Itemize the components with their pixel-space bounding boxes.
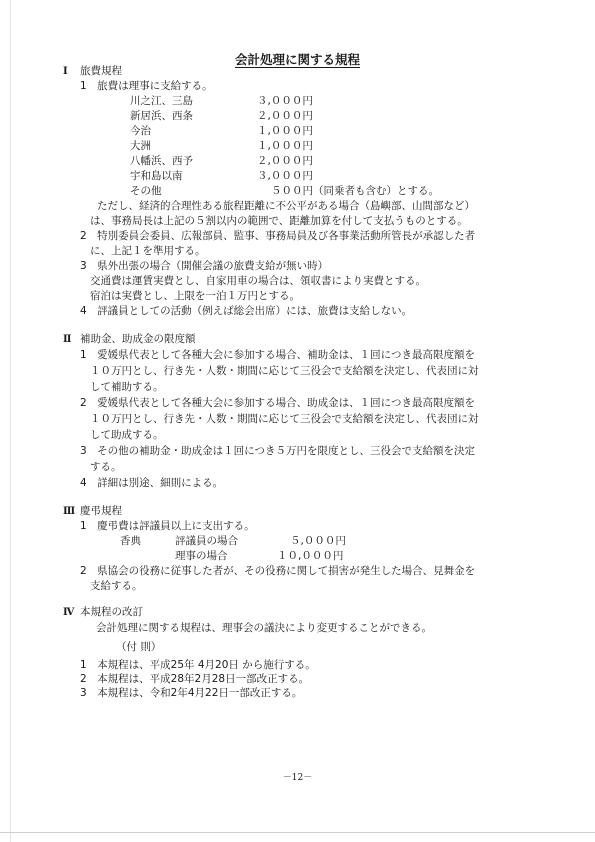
proviso-line-1: ただし、経済的合理性ある旅程距離に不公平がある場合（島嶼部、山間部など） [97,200,475,212]
page-number: －12－ [282,773,313,783]
section-2-item-1-cont: １０万円とし、行き先・人数・期間に応じて三役会で支給額を決定し、代表団に対 [90,365,479,377]
section-2-item-4: 4 詳細は別途、細則による。 [80,477,224,489]
section-2-heading: 補助金、助成金の限度額 [80,333,196,345]
section-2-item-3-cont: する。 [90,461,122,473]
supplement-line: 1 本規程は、平成25年 4月20日 から施行する。 [80,659,316,671]
condolence-case: 評議員の場合 [175,535,238,547]
fee-amount: ３,０００円 [257,95,313,107]
section-4-heading: 本規程の改訂 [80,606,143,618]
section-2-item-2: 2 愛媛県代表として各種大会に参加する場合、助成金は、１回につき最高限度額を [80,397,475,409]
section-2-item-1: 1 愛媛県代表として各種大会に参加する場合、補助金は、１回につき最高限度額を [80,349,475,361]
fee-place: 大洲 [130,140,151,152]
fee-amount: ２,０００円 [257,110,313,122]
section-1-numeral: Ⅰ [63,66,68,77]
section-3-item-1: 1 慶弔費は評議員以上に支出する。 [80,520,255,532]
section-1-item-3: 3 県外出張の場合（開催会議の旅費支給が無い時） [80,260,329,272]
supplement-line: 3 本規程は、令和2年4月22日一部改正する。 [80,687,303,699]
section-1-item-2: 2 特別委員会委員、広報部員、監事、事務局員及び各事業活動所管長が承認した者 [80,230,476,242]
scan-edge-bottom [0,832,595,833]
section-1-item-2-cont: に、上記１を準用する。 [90,245,206,257]
fee-amount: ５００円（同乗者も含む）とする。 [271,185,439,197]
section-3-heading: 慶弔規程 [80,505,122,517]
fee-place: 今治 [130,125,151,137]
fee-place: 宇和島以南 [130,170,183,182]
fee-amount: １,０００円 [257,140,313,152]
section-4-numeral: Ⅳ [63,607,75,618]
fee-amount: ３,０００円 [257,170,313,182]
condolence-case: 理事の場合 [175,550,228,562]
section-3-item-2: 2 県協会の役務に従事した者が、その役務に関して損害が発生した場合、見舞金を [80,565,476,577]
supplement-heading: （付 則） [116,641,162,653]
section-2-item-2-cont: して助成する。 [90,429,164,441]
fee-amount: ２,０００円 [257,155,313,167]
section-2-item-3: 3 その他の補助金・助成金は１回につき５万円を限度とし、三役会で支給額を決定 [80,445,475,457]
condolence-amount: １０,０００円 [277,550,344,562]
fee-place: その他 [130,185,162,197]
section-1-item-3-lodging: 宿泊は実費とし、上限を一泊１万円とする。 [90,290,300,302]
page-title: 会計処理に関する規程 [234,52,360,67]
fee-place: 川之江、三島 [130,95,193,107]
fee-amount: １,０００円 [257,125,313,137]
condolence-label: 香典 [120,535,141,547]
section-1-item-3-transport: 交通費は運賃実費とし、自家用車の場合は、領収書により実費とする。 [90,275,426,287]
fee-place: 八幡浜、西予 [130,155,193,167]
section-4-body: 会計処理に関する規程は、理事会の議決により変更することができる。 [96,622,432,634]
section-1-item-4: 4 評議員としての活動（例えば総会出席）には、旅費は支給しない。 [80,305,413,317]
section-2-item-2-cont: １０万円とし、行き先・人数・期間に応じて三役会で支給額を決定し、代表団に対 [90,413,479,425]
scan-edge-left [10,0,11,842]
section-3-numeral: Ⅲ [63,506,76,517]
section-3-item-2-cont: 支給する。 [90,580,143,592]
section-1-heading: 旅費規程 [80,65,122,77]
proviso-line-2: は、事務局長は上記の５割以内の範囲で、距離加算を付して支払うものとする。 [90,215,468,227]
section-2-item-1-cont: して補助する。 [90,381,164,393]
section-1-item-1: 1 旅費は理事に支給する。 [80,80,213,92]
supplement-line: 2 本規程は、平成28年2月28日一部改正する。 [80,673,310,685]
section-2-numeral: Ⅱ [63,334,72,345]
fee-place: 新居浜、西条 [130,110,193,122]
condolence-amount: ５,０００円 [290,535,346,547]
